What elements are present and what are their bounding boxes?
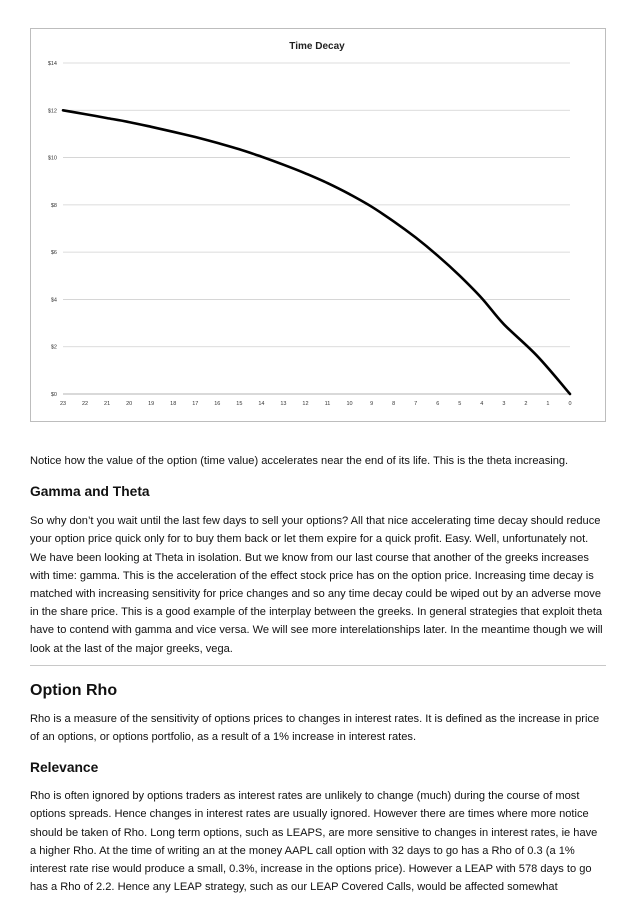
gamma-theta-heading: Gamma and Theta	[30, 484, 150, 500]
chart-x-ticks	[60, 401, 572, 407]
x-tick-label: 15	[236, 401, 243, 407]
x-tick-label: 6	[436, 401, 440, 407]
chart-svg	[31, 29, 605, 421]
x-tick-label: 21	[104, 401, 111, 407]
x-tick-label: 2	[524, 401, 528, 407]
gamma-theta-paragraph: So why don’t you wait until the last few days to sell your options? All that nice accelerating time decay should reduce your option price quick only for to buy them back or let them expire for a quick profit. Easy. Well, unfortunately not. We have been looking at Theta in isolation. But we know from our last course that another of the greeks increases with time: gamma. This is the acceleration of the effect stock price has on the option price. Increasing time decay is matched with increasing sensitivity for price changes and so any time decay could be wiped out by an adverse move in the share price. This is a good example of the interplay between the greeks. In general strategies that exploit theta have to contend with gamma and vice versa. We will see more interelationships later. In the meantime though we will look at the last of the major greeks, vega.	[30, 515, 603, 655]
x-tick-label: 3	[502, 401, 506, 407]
y-tick-label: $6	[50, 250, 57, 257]
x-tick-label: 13	[280, 401, 287, 407]
x-tick-label: 0	[568, 401, 572, 407]
x-tick-label: 7	[414, 401, 418, 407]
x-tick-label: 19	[148, 401, 155, 407]
x-tick-label: 11	[324, 401, 331, 407]
x-tick-label: 10	[346, 401, 353, 407]
chart-y-ticks	[48, 61, 57, 398]
chart-caption: Notice how the value of the option (time value) accelerates near the end of its life. This is the theta increasing.	[30, 455, 569, 467]
x-tick-label: 5	[458, 401, 462, 407]
x-tick-label: 16	[214, 401, 221, 407]
y-tick-label: $0	[50, 392, 57, 398]
x-tick-label: 17	[192, 401, 199, 407]
chart-title: Time Decay	[289, 41, 345, 52]
article-body	[30, 452, 606, 896]
x-tick-label: 8	[392, 401, 396, 407]
x-tick-label: 20	[126, 401, 133, 407]
y-tick-label: $14	[47, 61, 57, 67]
y-tick-label: $12	[47, 108, 57, 115]
y-tick-label: $8	[50, 202, 57, 209]
x-tick-label: 23	[59, 401, 67, 407]
x-tick-label: 9	[370, 401, 374, 407]
y-tick-label: $4	[50, 297, 57, 304]
option-rho-heading: Option Rho	[30, 681, 118, 699]
chart-gridlines	[63, 63, 570, 394]
x-tick-label: 18	[170, 401, 177, 407]
y-tick-label: $2	[50, 344, 57, 351]
x-tick-label: 14	[258, 401, 265, 407]
relevance-paragraph: Rho is often ignored by options traders as interest rates are unlikely to change (much) during the course of most options spreads. Hence changes in interest rates are usually ignored. However there are times where more notice should be taken of Rho. Long term options, such as LEAPS, are more sensitive to changes in interest rates, ie have a higher Rho. At the time of writing an at the money AAPL call option with 32 days to go has a Rho of 0.3 (a 1% interest rate rise would produce a small, 0.3%, increase in the options price). However a LEAP with 578 days to go has a Rho of 2.2. Hence any LEAP strategy, such as our LEAP Covered Calls, would be affected somewhat	[30, 790, 598, 894]
x-tick-label: 4	[480, 401, 484, 407]
relevance-heading: Relevance	[30, 760, 99, 776]
x-tick-label: 12	[302, 401, 309, 407]
x-tick-label: 1	[546, 401, 550, 407]
x-tick-label: 22	[81, 401, 89, 407]
section-divider	[30, 665, 606, 666]
y-tick-label: $10	[47, 155, 57, 162]
option-rho-paragraph: Rho is a measure of the sensitivity of options prices to changes in interest rates. It is defined as the increase in price of an options, or options portfolio, as a result of a 1% increase in interest rates.	[30, 712, 600, 744]
time-decay-chart	[30, 28, 606, 422]
